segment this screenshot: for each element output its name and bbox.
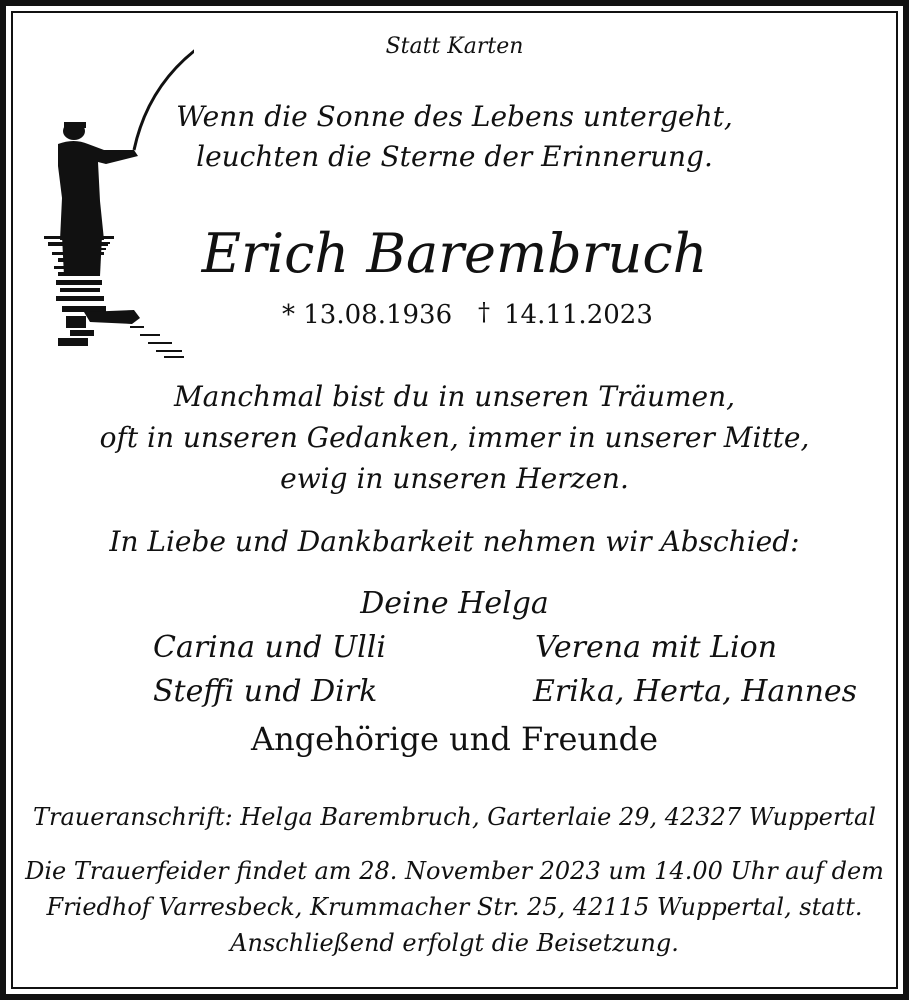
- deceased-name: Erich Barembruch: [201, 222, 708, 285]
- mourner-last: Angehörige und Freunde: [250, 720, 659, 758]
- death-date: 14.11.2023: [504, 300, 653, 330]
- quote-middle-line-1: Manchmal bist du in unseren Träumen,: [173, 380, 736, 413]
- ceremony-line-3: Anschließend erfolgt die Beisetzung.: [230, 929, 679, 957]
- mourner-left-2: Steffi und Dirk: [153, 674, 378, 709]
- mourner-right-1: Verena mit Lion: [535, 630, 778, 665]
- quote-middle-line-2: oft in unseren Gedanken, immer in unserer Mitte,: [99, 421, 810, 454]
- ceremony-line-2: Friedhof Varresbeck, Krummacher Str. 25, 42115 Wuppertal, statt.: [46, 893, 863, 921]
- birth-date: * 13.08.1936: [282, 300, 453, 330]
- quote-middle-line-3: ewig in unseren Herzen.: [280, 462, 629, 495]
- mourner-first: Deine Helga: [360, 586, 549, 621]
- mourner-left-1: Carina und Ulli: [153, 630, 386, 665]
- farewell-line: In Liebe und Dankbarkeit nehmen wir Abschied:: [109, 525, 800, 558]
- ceremony-line-1: Die Trauerfeider findet am 28. November 2023 um 14.00 Uhr auf dem: [25, 857, 884, 885]
- quote-top-line-1: Wenn die Sonne des Lebens untergeht,: [176, 100, 733, 133]
- mourner-right-2: Erika, Herta, Hannes: [533, 674, 858, 709]
- fisherman-silhouette-icon: [44, 26, 194, 362]
- statt-karten-heading: Statt Karten: [385, 34, 524, 59]
- cross-icon: †: [478, 298, 490, 326]
- funeral-address: Traueranschrift: Helga Barembruch, Garterlaie 29, 42327 Wuppertal: [33, 803, 876, 831]
- quote-top-line-2: leuchten die Sterne der Erinnerung.: [196, 140, 713, 173]
